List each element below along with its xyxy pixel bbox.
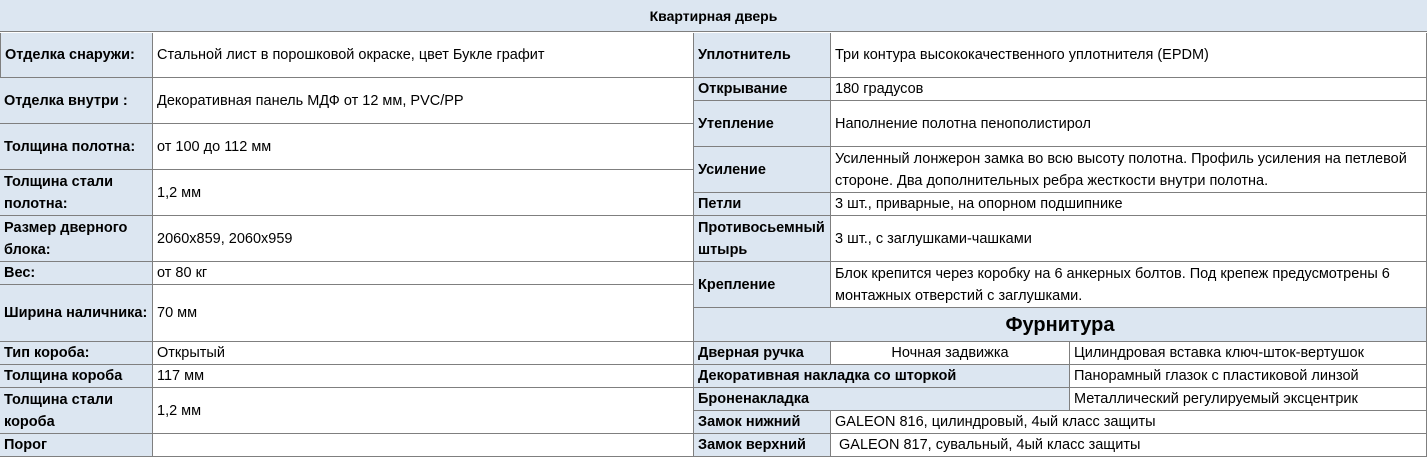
right-value-4: 3 шт., приварные, на опорном подшипнике: [831, 193, 1427, 216]
right-value-2: Наполнение полотна пенополистирол: [831, 101, 1427, 147]
right-label-4: Петли: [694, 193, 831, 216]
peephole-value: Панорамный глазок с пластиковой линзой: [1070, 365, 1427, 388]
left-value-3: 1,2 мм: [153, 170, 694, 216]
left-value-9: 1,2 мм: [153, 388, 694, 434]
left-label-2: Толщина полотна:: [0, 124, 153, 170]
right-value-0: Три контура высококачественного уплотнителя (EPDM): [831, 33, 1427, 78]
right-label-2: Утепление: [694, 101, 831, 147]
lock-lower-label: Замок нижний: [694, 411, 831, 434]
right-label-6: Крепление: [694, 262, 831, 308]
overlay-label: Декоративная накладка со шторкой: [694, 365, 1070, 388]
cylinder-value: Цилиндровая вставка ключ-шток-вертушок: [1070, 342, 1427, 365]
left-value-4: 2060х859, 2060х959: [153, 216, 694, 262]
left-value-8: 117 мм: [153, 365, 694, 388]
furniture-heading: Фурнитура: [694, 308, 1427, 342]
left-label-4: Размер дверного блока:: [0, 216, 153, 262]
left-label-3: Толщина стали полотна:: [0, 170, 153, 216]
right-value-1: 180 градусов: [831, 78, 1427, 101]
eccentric-value: Металлический регулируемый эксцентрик: [1070, 388, 1427, 411]
left-label-7: Тип короба:: [0, 342, 153, 365]
lock-upper-value: GALEON 817, сувальный, 4ый класс защиты: [831, 434, 1427, 457]
right-value-3: Усиленный лонжерон замка во всю высоту полотна. Профиль усиления на петлевой стороне. Два дополнительных ребра жесткости внутри полотна.: [831, 147, 1427, 193]
left-label-5: Вес:: [0, 262, 153, 285]
left-value-10: [153, 434, 694, 457]
left-value-1: Декоративная панель МДФ от 12 мм, PVC/PP: [153, 78, 694, 124]
lock-upper-label: Замок верхний: [694, 434, 831, 457]
handle-value: Ночная задвижка: [831, 342, 1070, 365]
left-value-6: 70 мм: [153, 285, 694, 342]
left-label-0: Отделка снаружи:: [0, 33, 153, 78]
right-value-5: 3 шт., с заглушками-чашками: [831, 216, 1427, 262]
left-value-7: Открытый: [153, 342, 694, 365]
table-title: Квартирная дверь: [0, 0, 1427, 32]
left-value-2: от 100 до 112 мм: [153, 124, 694, 170]
right-label-0: Уплотнитель: [694, 33, 831, 78]
left-label-10: Порог: [0, 434, 153, 457]
right-label-5: Противосьемный штырь: [694, 216, 831, 262]
left-value-0: Стальной лист в порошковой окраске, цвет Букле графит: [153, 33, 694, 78]
lock-lower-value: GALEON 816, цилиндровый, 4ый класс защиты: [831, 411, 1427, 434]
left-label-6: Ширина наличника:: [0, 285, 153, 342]
right-label-3: Усиление: [694, 147, 831, 193]
left-label-1: Отделка внутри :: [0, 78, 153, 124]
left-value-5: от 80 кг: [153, 262, 694, 285]
handle-label: Дверная ручка: [694, 342, 831, 365]
right-label-1: Открывание: [694, 78, 831, 101]
armor-label: Броненакладка: [694, 388, 1070, 411]
left-label-9: Толщина стали короба: [0, 388, 153, 434]
left-label-8: Толщина короба: [0, 365, 153, 388]
right-value-6: Блок крепится через коробку на 6 анкерных болтов. Под крепеж предусмотрены 6 монтажных отверстий с заглушками.: [831, 262, 1427, 308]
